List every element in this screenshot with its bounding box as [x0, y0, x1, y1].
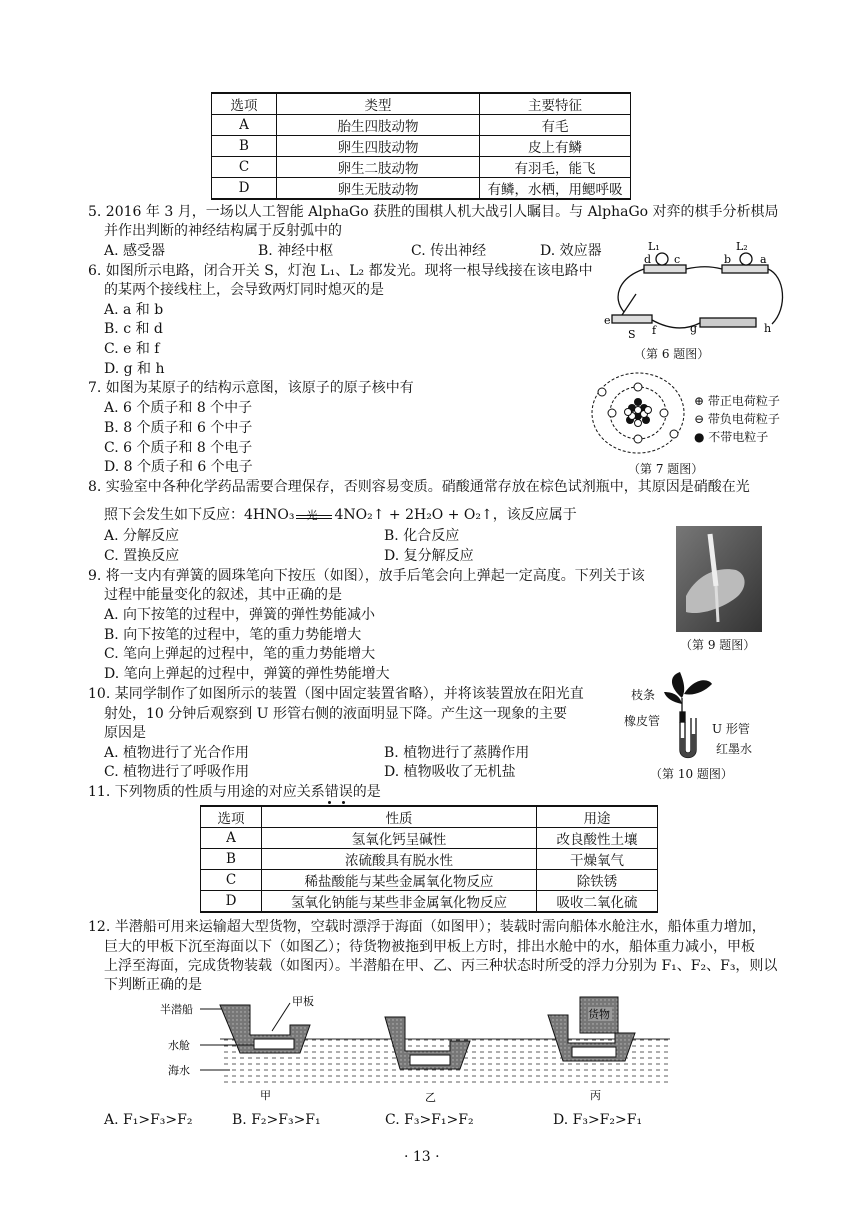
table-row: [201, 849, 658, 870]
q12-stem: 下判断正确的是: [104, 977, 202, 993]
q9-stem: 9. 将一支内有弹簧的圆珠笔向下按压（如图），放手后笔会向上弹起一定高度。下列关于该: [88, 568, 645, 584]
circuit-label-s: S: [628, 328, 636, 340]
ship-label-tank: 水舱: [168, 1039, 190, 1052]
emphasis-dot: [328, 801, 331, 804]
table-header: 性质: [262, 806, 537, 828]
q8-option-b: B. 化合反应: [384, 528, 460, 544]
q7-figure-caption: （第 7 题图）: [628, 462, 704, 476]
q5-stem: 5. 2016 年 3 月，一场以人工智能 AlphaGo 获胜的围棋人机大战引人瞩目。与 AlphaGo 对弈的棋手分析棋局: [88, 204, 779, 220]
q10-option-c: C. 植物进行了呼吸作用: [104, 764, 250, 780]
q10-stem: 原因是: [104, 725, 146, 741]
property-use-table: [200, 805, 658, 913]
q10-stem: 10. 某同学制作了如图所示的装置（图中固定装置省略），并将该装置放在阳光直: [88, 686, 584, 702]
table-cell: C: [212, 157, 277, 178]
table-cell: 卵生二肢动物: [277, 157, 480, 178]
ship-label-vessel: 半潜船: [160, 1003, 193, 1016]
q7-option-c: C. 6 个质子和 8 个电子: [104, 440, 253, 456]
table-header: 选项: [201, 806, 262, 828]
q10-figure-caption: （第 10 题图）: [650, 767, 733, 781]
table-cell: 胎生四肢动物: [277, 115, 480, 136]
table-cell: D: [212, 178, 277, 200]
q10-option-a: A. 植物进行了光合作用: [104, 745, 250, 761]
table-header: 用途: [537, 806, 658, 828]
circuit-label-h: h: [764, 322, 772, 335]
table-cell: 有羽毛，能飞: [480, 157, 631, 178]
q8-stem: 8. 实验室中各种化学药品需要合理保存，否则容易变质。硝酸通常存放在棕色试剂瓶中，其原因是硝酸在光: [88, 479, 750, 495]
q9-option-a: A. 向下按笔的过程中，弹簧的弹性势能减小: [104, 607, 376, 623]
table-row: [201, 891, 658, 913]
table-cell: 吸收二氧化硫: [537, 891, 658, 913]
q12-stem: 12. 半潜船可用来运输超大型货物，空载时漂浮于海面（如图甲）；装载时需向船体水舱注水，船体重力增加，: [88, 919, 766, 935]
circuit-label-g: g: [690, 322, 698, 335]
q6-option-b: B. c 和 d: [104, 321, 163, 337]
q5-option-a: A. 感受器: [104, 243, 166, 259]
label-branch: 枝条: [631, 688, 656, 702]
ship-label-deck: 甲板: [292, 995, 314, 1008]
q6-stem: 的某两个接线柱上，会导致两灯同时熄灭的是: [104, 282, 384, 298]
table-header-row: [201, 806, 658, 828]
q6-option-c: C. e 和 f: [104, 341, 160, 357]
q9-stem: 过程中能量变化的叙述，其中正确的是: [104, 587, 342, 603]
table-cell: D: [201, 891, 262, 913]
q9-option-b: B. 向下按笔的过程中，笔的重力势能增大: [104, 627, 362, 643]
q9-figure-caption: （第 9 题图）: [680, 638, 756, 652]
q10-option-b: B. 植物进行了蒸腾作用: [384, 745, 530, 761]
q7-stem: 7. 如图为某原子的结构示意图，该原子的原子核中有: [88, 380, 414, 396]
semi-submersible-ship-diagram: [160, 995, 680, 1107]
circuit-label-l2: L₂: [736, 240, 748, 253]
table-cell: 皮上有鳞: [480, 136, 631, 157]
table-cell: 氢氧化钙呈碱性: [262, 828, 537, 849]
table-cell: 改良酸性土壤: [537, 828, 658, 849]
table-cell: 有毛: [480, 115, 631, 136]
q9-option-d: D. 笔向上弹起的过程中，弹簧的弹性势能增大: [104, 666, 390, 682]
q12-stem: 上浮至海面，完成货物装载（如图丙）。半潜船在甲、乙、丙三种状态时所受的浮力分别为 F₁、F₂、F₃，则以: [104, 958, 778, 974]
animal-table: [211, 92, 631, 200]
q8-option-a: A. 分解反应: [104, 528, 180, 544]
q6-figure-caption: （第 6 题图）: [634, 347, 710, 361]
table-cell: 稀盐酸能与某些金属氧化物反应: [262, 870, 537, 891]
ship-label-cargo: 货物: [588, 1008, 610, 1021]
q8-equation-right: 4NO₂↑ + 2H₂O + O₂↑，该反应属于: [334, 507, 577, 523]
table-header: 选项: [212, 93, 277, 115]
q7-option-d: D. 8 个质子和 6 个电子: [104, 459, 253, 475]
q8-option-c: C. 置换反应: [104, 548, 180, 564]
reaction-condition: 光: [306, 509, 318, 522]
table-row: [201, 870, 658, 891]
table-header-row: [212, 93, 631, 115]
panel-label-bing: 丙: [590, 1089, 601, 1102]
q5-stem: 并作出判断的神经结构属于反射弧中的: [104, 223, 342, 239]
table-row: [201, 828, 658, 849]
q9-option-c: C. 笔向上弹起的过程中，笔的重力势能增大: [104, 646, 376, 662]
label-red-ink: 红墨水: [716, 742, 753, 756]
q5-option-d: D. 效应器: [540, 243, 602, 259]
q8-option-d: D. 复分解反应: [384, 548, 474, 564]
circuit-label-f: f: [652, 324, 657, 337]
q12-option-d: D. F₃>F₂>F₁: [553, 1112, 643, 1128]
q8-equation-line: [104, 506, 577, 524]
q6-option-a: A. a 和 b: [104, 302, 164, 318]
q10-option-d: D. 植物吸收了无机盐: [384, 764, 516, 780]
table-header: 主要特征: [480, 93, 631, 115]
table-cell: B: [201, 849, 262, 870]
table-cell: 氢氧化钠能与某些非金属氧化物反应: [262, 891, 537, 913]
table-row: [212, 115, 631, 136]
table-cell: 卵生四肢动物: [277, 136, 480, 157]
circuit-label-a: a: [760, 253, 767, 266]
q12-option-a: A. F₁>F₃>F₂: [104, 1112, 193, 1128]
table-row: [212, 178, 631, 200]
atom-legend-neutral: ● 不带电粒子: [694, 430, 769, 444]
q11-stem: 11. 下列物质的性质与用途的对应关系错误的是: [88, 784, 381, 800]
q12-stem: 巨大的甲板下沉至海面以下（如图乙）；待货物被拖到甲板上方时，排出水舱中的水，船体重力减小，甲板: [104, 939, 755, 955]
circuit-label-b: b: [724, 253, 732, 266]
circuit-label-c: c: [674, 253, 681, 266]
table-row: [212, 136, 631, 157]
atom-diagram: [588, 370, 688, 456]
table-cell: 除铁锈: [537, 870, 658, 891]
q6-option-d: D. g 和 h: [104, 361, 165, 377]
label-rubber-tube: 橡皮管: [624, 714, 661, 728]
q12-option-c: C. F₃>F₁>F₂: [385, 1112, 474, 1128]
q12-option-b: B. F₂>F₃>F₁: [232, 1112, 321, 1128]
table-header: 类型: [277, 93, 480, 115]
table-cell: 浓硫酸具有脱水性: [262, 849, 537, 870]
q5-option-b: B. 神经中枢: [258, 243, 334, 259]
q8-equation-left: 照下会发生如下反应：4HNO₃: [104, 507, 295, 523]
table-cell: A: [201, 828, 262, 849]
table-cell: B: [212, 136, 277, 157]
emphasis-dot: [342, 801, 345, 804]
table-cell: 有鳞，水栖，用鳃呼吸: [480, 178, 631, 200]
panel-label-yi: 乙: [425, 1091, 436, 1104]
q10-stem: 射处，10 分钟后观察到 U 形管右侧的液面明显下降。产生这一现象的主要: [104, 706, 567, 722]
page-number: · 13 ·: [404, 1149, 440, 1165]
circuit-label-d: d: [644, 253, 652, 266]
atom-legend-positive: ⊕ 带正电荷粒子: [694, 394, 780, 408]
circuit-label-l1: L₁: [648, 240, 660, 253]
pen-photo: [676, 526, 762, 632]
table-row: [212, 157, 631, 178]
q5-option-c: C. 传出神经: [411, 243, 487, 259]
panel-label-jia: 甲: [260, 1089, 271, 1102]
q7-option-a: A. 6 个质子和 8 个中子: [104, 400, 253, 416]
table-cell: C: [201, 870, 262, 891]
table-cell: 干燥氧气: [537, 849, 658, 870]
label-u-tube: U 形管: [712, 722, 750, 736]
atom-legend-negative: ⊖ 带负电荷粒子: [694, 412, 780, 426]
q7-option-b: B. 8 个质子和 6 个中子: [104, 420, 253, 436]
table-cell: 卵生无肢动物: [277, 178, 480, 200]
circuit-diagram: [600, 238, 790, 340]
table-cell: A: [212, 115, 277, 136]
q6-stem: 6. 如图所示电路，闭合开关 S，灯泡 L₁、L₂ 都发光。现将一根导线接在该电路中: [88, 263, 593, 279]
circuit-label-e: e: [604, 314, 611, 327]
ship-label-sea: 海水: [168, 1064, 190, 1077]
